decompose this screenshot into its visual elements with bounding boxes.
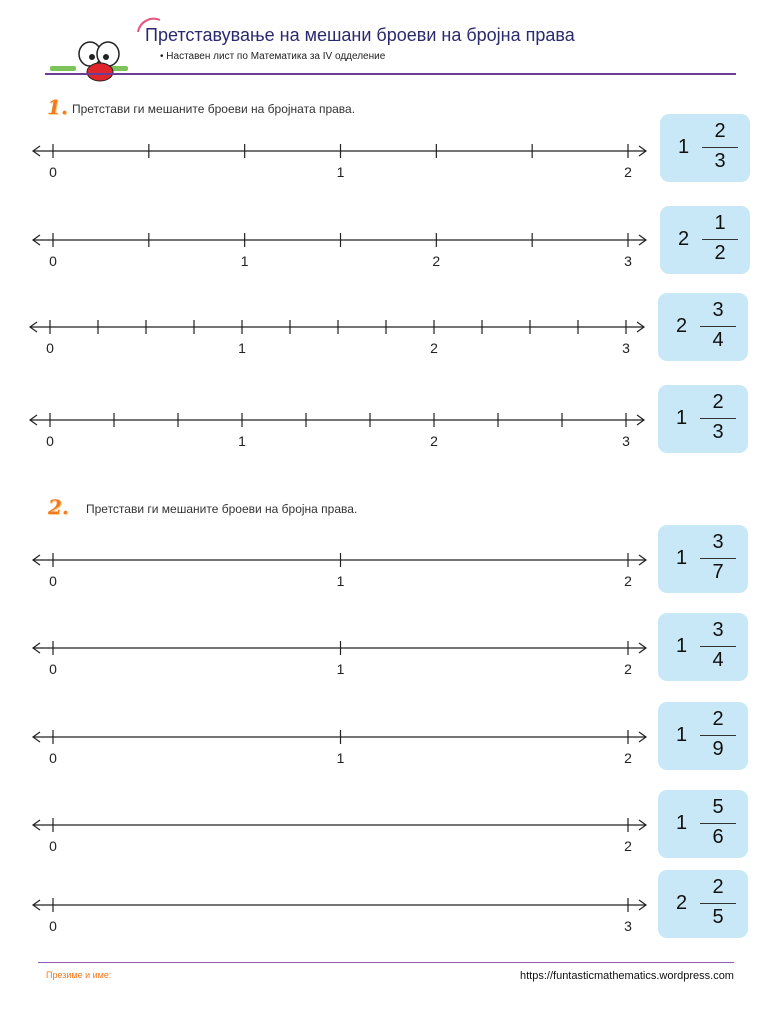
number-line-9 bbox=[33, 898, 646, 934]
number-line-7 bbox=[33, 730, 646, 766]
tick-label: 0 bbox=[46, 433, 54, 449]
mixed-number-box bbox=[658, 293, 748, 361]
denominator: 5 bbox=[712, 906, 724, 928]
tick-label: 2 bbox=[624, 750, 632, 766]
mixed-number-box bbox=[658, 525, 748, 593]
denominator: 4 bbox=[712, 329, 724, 351]
fraction-bar bbox=[700, 558, 736, 559]
tick-label: 1 bbox=[238, 340, 246, 356]
whole-number: 2 bbox=[678, 228, 690, 250]
number-line-5 bbox=[33, 553, 646, 589]
number-line-2 bbox=[33, 233, 646, 269]
fraction-bar bbox=[700, 823, 736, 824]
fraction-bar bbox=[700, 735, 736, 736]
tick-label: 1 bbox=[238, 433, 246, 449]
tick-label: 2 bbox=[430, 433, 438, 449]
mixed-number-box bbox=[658, 702, 748, 770]
tick-label: 3 bbox=[622, 433, 630, 449]
number-line-6 bbox=[33, 641, 646, 677]
numerator: 1 bbox=[714, 212, 726, 234]
whole-number: 1 bbox=[676, 724, 688, 746]
section-2-instruction: Претстави ги мешаните броеви на бројна права. bbox=[86, 502, 358, 516]
fraction-bar bbox=[700, 903, 736, 904]
number-line-1 bbox=[33, 144, 646, 180]
tick-label: 0 bbox=[49, 838, 57, 854]
denominator: 6 bbox=[712, 826, 724, 848]
section-1-instruction: Претстави ги мешаните броеви на бројната права. bbox=[72, 102, 356, 116]
number-line-4 bbox=[30, 413, 644, 449]
whole-number: 1 bbox=[676, 407, 688, 429]
tick-label: 1 bbox=[336, 750, 345, 766]
name-field-label: Презиме и име: bbox=[46, 970, 112, 980]
numerator: 2 bbox=[712, 876, 724, 898]
whole-number: 1 bbox=[676, 812, 688, 834]
fraction-bar bbox=[702, 147, 738, 148]
whole-number: 1 bbox=[676, 547, 688, 569]
tick-label: 2 bbox=[624, 838, 632, 854]
section-1-number: 1. bbox=[47, 95, 68, 119]
numerator: 3 bbox=[712, 619, 724, 641]
mixed-number-box bbox=[660, 114, 750, 182]
denominator: 7 bbox=[712, 561, 724, 583]
footer-url: https://funtasticmathematics.wordpress.com bbox=[520, 970, 734, 982]
tick-label: 3 bbox=[622, 340, 630, 356]
tick-label: 0 bbox=[49, 661, 57, 677]
whole-number: 2 bbox=[676, 315, 688, 337]
tick-label: 1 bbox=[336, 573, 345, 589]
number-line-3 bbox=[30, 320, 644, 356]
tick-label: 2 bbox=[624, 164, 632, 180]
fraction-bar bbox=[700, 418, 736, 419]
fraction-bar bbox=[702, 239, 738, 240]
mixed-number-box bbox=[660, 206, 750, 274]
page-title: Претставување на мешани броеви на бројна права bbox=[145, 25, 575, 45]
number-line-8 bbox=[33, 818, 646, 854]
tick-label: 2 bbox=[432, 253, 441, 269]
whole-number: 1 bbox=[678, 136, 690, 158]
tick-label: 3 bbox=[624, 253, 632, 269]
tick-label: 0 bbox=[46, 340, 54, 356]
tick-label: 0 bbox=[49, 253, 57, 269]
numerator: 2 bbox=[714, 120, 726, 142]
tick-label: 3 bbox=[624, 918, 632, 934]
denominator: 3 bbox=[712, 421, 724, 443]
tick-label: 2 bbox=[624, 573, 632, 589]
numerator: 2 bbox=[712, 708, 724, 730]
tick-label: 1 bbox=[336, 164, 345, 180]
denominator: 4 bbox=[712, 649, 724, 671]
fraction-bar bbox=[700, 326, 736, 327]
denominator: 9 bbox=[712, 738, 724, 760]
denominator: 3 bbox=[714, 150, 726, 172]
numerator: 3 bbox=[712, 531, 724, 553]
tick-label: 1 bbox=[240, 253, 249, 269]
mixed-number-box bbox=[658, 613, 748, 681]
whole-number: 1 bbox=[676, 635, 688, 657]
denominator: 2 bbox=[714, 242, 726, 264]
footer-divider bbox=[38, 962, 734, 963]
numerator: 3 bbox=[712, 299, 724, 321]
page-subtitle: • Наставен лист по Математика за IV одделение bbox=[160, 51, 386, 62]
tick-label: 0 bbox=[49, 750, 57, 766]
section-2-number: 2. bbox=[48, 495, 69, 519]
mixed-number-box bbox=[658, 790, 748, 858]
tick-label: 1 bbox=[336, 661, 345, 677]
tick-label: 0 bbox=[49, 918, 57, 934]
numerator: 5 bbox=[712, 796, 724, 818]
mixed-number-box bbox=[658, 870, 748, 938]
tick-label: 2 bbox=[430, 340, 438, 356]
numerator: 2 bbox=[712, 391, 724, 413]
fraction-bar bbox=[700, 646, 736, 647]
whole-number: 2 bbox=[676, 892, 688, 914]
tick-label: 0 bbox=[49, 573, 57, 589]
mixed-number-box bbox=[658, 385, 748, 453]
tick-label: 2 bbox=[624, 661, 632, 677]
tick-label: 0 bbox=[49, 164, 57, 180]
